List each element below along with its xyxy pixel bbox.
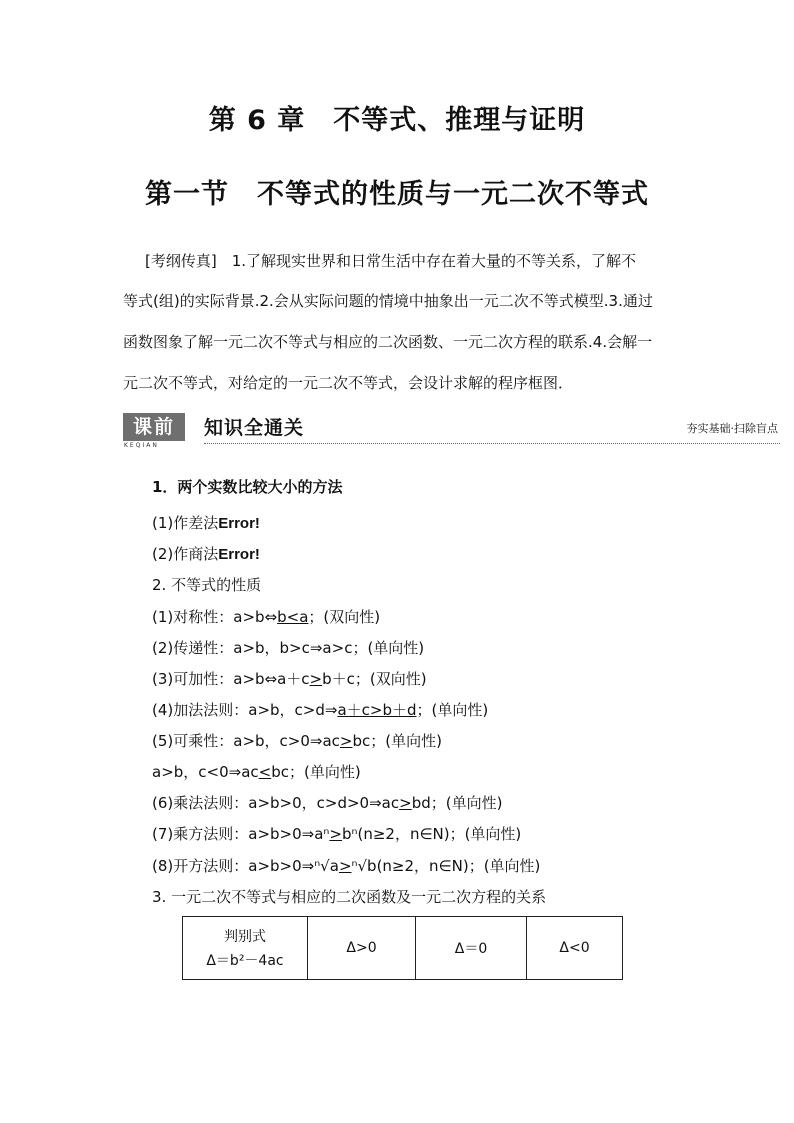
banner-subtitle: 夯实基础·扫除盲点 xyxy=(686,422,778,435)
text: bⁿ(n≥2，n∈N)；(单向性) xyxy=(341,825,522,843)
syllabus-line-4: 元二次不等式，对给定的一元二次不等式，会设计求解的程序框图． xyxy=(123,374,574,392)
section-banner xyxy=(120,413,780,449)
banner-tag: 课前 xyxy=(123,413,185,441)
text: (4)加法法则：a>b，c>d⇒ xyxy=(152,701,338,719)
text: ⁿ√b(n≥2，n∈N)；(单向性) xyxy=(351,857,541,875)
text: ；(单向性) xyxy=(416,701,489,719)
text: (7)乘方法则：a>b>0⇒aⁿ xyxy=(152,825,330,843)
text: (6)乘法法则：a>b>0，c>d>0⇒ac xyxy=(152,794,400,812)
property-root-rule xyxy=(152,855,540,876)
property-multiplication-rule xyxy=(152,792,502,813)
method-difference xyxy=(152,512,260,533)
syllabus-line-3: 函数图象了解一元二次不等式与相应的二次函数、一元二次方程的联系.4.会解一 xyxy=(123,333,653,351)
underlined-answer: > xyxy=(309,670,323,688)
underlined-answer: > xyxy=(338,857,352,875)
banner-title: 知识全通关 xyxy=(204,417,305,439)
text: bd；(单向性) xyxy=(411,794,503,812)
syllabus-line-1: [考纲传真] 1.了解现实世界和日常生活中存在着大量的不等关系，了解不 xyxy=(145,252,637,270)
underlined-answer: > xyxy=(339,732,353,750)
underlined-answer: a＋c>b＋d xyxy=(337,701,417,719)
method-quotient xyxy=(152,543,260,564)
property-symmetry xyxy=(152,606,380,627)
property-additivity xyxy=(152,668,427,689)
text: (3)可加性：a>b⇔a＋c xyxy=(152,670,310,688)
text: (1)对称性：a>b⇔ xyxy=(152,608,278,626)
table-row xyxy=(183,917,623,980)
text: a>b，c<0⇒ac xyxy=(152,763,259,781)
table-header-discriminant xyxy=(183,917,308,980)
property-power-rule xyxy=(152,823,521,844)
method-difference-label: (1)作差法 xyxy=(152,514,219,532)
text: bc；(单向性) xyxy=(271,763,361,781)
text: ；(双向性) xyxy=(308,608,381,626)
property-multiplicativity xyxy=(152,730,442,751)
underlined-answer: b<a xyxy=(277,608,309,626)
banner-divider xyxy=(204,443,780,444)
underlined-answer: > xyxy=(399,794,412,812)
section-title: 第一节 不等式的性质与一元二次不等式 xyxy=(145,179,649,210)
discriminant-table xyxy=(182,916,623,980)
property-transitivity: (2)传递性：a>b，b>c⇒a>c；(单向性) xyxy=(152,639,425,657)
text: bc；(单向性) xyxy=(352,732,442,750)
heading-properties: 2. 不等式的性质 xyxy=(152,576,262,594)
text: (5)可乘性：a>b，c>0⇒ac xyxy=(152,732,340,750)
underlined-answer: > xyxy=(329,825,342,843)
property-multiplicativity-negative xyxy=(152,761,361,782)
error-text: Error! xyxy=(218,546,260,563)
text: (8)开方法则：a>b>0⇒ⁿ√a xyxy=(152,857,339,875)
property-addition-rule xyxy=(152,699,488,720)
error-text: Error! xyxy=(218,515,260,532)
method-quotient-label: (2)作商法 xyxy=(152,545,219,563)
chapter-title: 第 6 章 不等式、推理与证明 xyxy=(208,105,586,136)
heading-quadratic-relation: 3. 一元二次不等式与相应的二次函数及一元二次方程的关系 xyxy=(152,888,547,906)
table-header-negative: Δ<0 xyxy=(527,917,623,980)
table-header-positive: Δ>0 xyxy=(308,917,416,980)
table-header-zero: Δ＝0 xyxy=(416,917,527,980)
syllabus-line-2: 等式(组)的实际背景.2.会从实际问题的情境中抽象出一元二次不等式模型.3.通过 xyxy=(123,292,653,310)
underlined-answer: < xyxy=(258,763,272,781)
text: b＋c；(双向性) xyxy=(322,670,427,688)
banner-tag-sub: KEQIAN xyxy=(124,442,159,449)
header-line: 判别式 xyxy=(224,929,266,945)
header-formula: Δ＝b²－4ac xyxy=(206,953,284,969)
heading-compare-methods: 1．两个实数比较大小的方法 xyxy=(152,478,343,496)
